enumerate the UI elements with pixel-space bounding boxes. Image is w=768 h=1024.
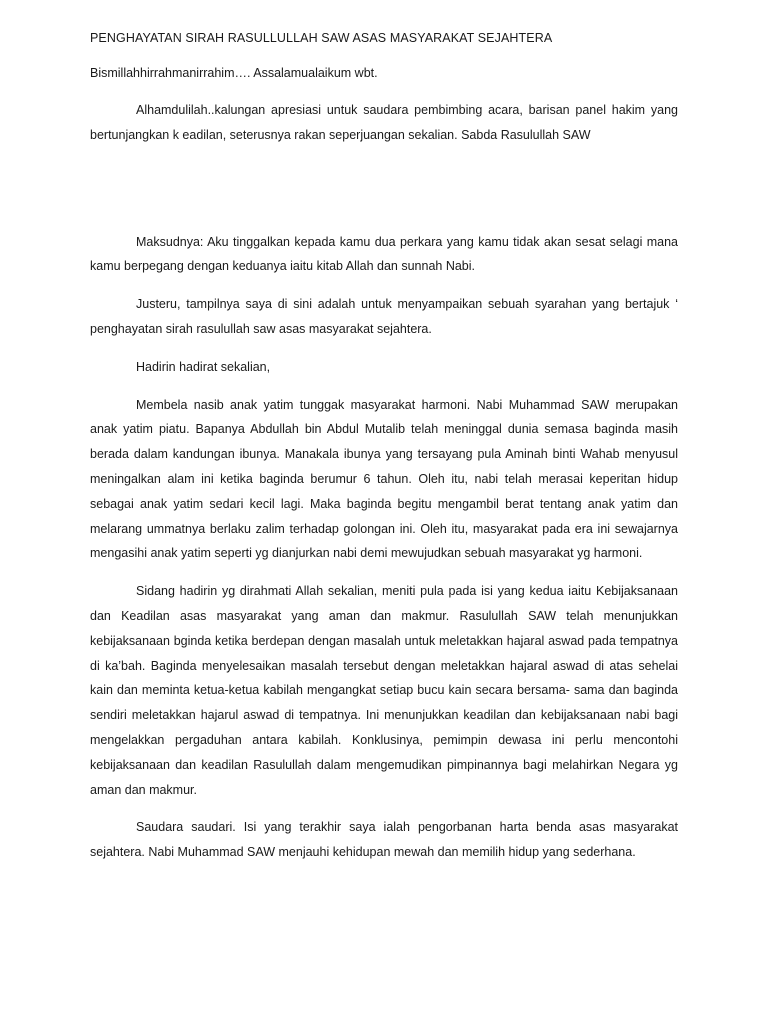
paragraph-orphans: Membela nasib anak yatim tunggak masyarakat harmoni. Nabi Muhammad SAW merupakan anak yatim piatu. Bapanya Abdullah bin Abdul Mutalib telah meninggal dunia semasa baginda masih berada dalam kandungan ibunya. Manakala ibunya yang tersayang pula Aminah binti Wahab menyusul meningalkan alam ini ketika baginda berumur 6 tahun. Oleh itu, nabi telah merasai keperitan hidup sebagai anak yatim sedari kecil lagi. Maka baginda begitu mengambil berat tentang anak yatim dan melarang ummatnya berlaku zalim terhadap golongan ini. Oleh itu, masyarakat pada era ini sewajarnya mengasihi anak yatim seperti yg dianjurkan nabi demi mewujudkan sebuah masyarakat yg harmoni. xyxy=(90,397,678,561)
paragraph-sacrifice: Saudara saudari. Isi yang terakhir saya ialah pengorbanan harta benda asas masyarakat sejahtera. Nabi Muhammad SAW menjauhi kehidupan mewah dan memilih hidup yang sederhana. xyxy=(90,820,678,860)
document-body xyxy=(90,26,678,865)
paragraph-intro: Alhamdulilah..kalungan apresiasi untuk saudara pembimbing acara, barisan panel hakim yang bertunjangkan k eadilan, seterusnya rakan seperjuangan sekalian. Sabda Rasulullah SAW xyxy=(90,103,678,142)
paragraph-speech-topic: Justeru, tampilnya saya di sini adalah untuk menyampaikan sebuah syarahan yang bertajuk ‘ penghayatan sirah rasulullah saw asas masyarakat sejahtera. xyxy=(90,297,678,336)
document-title: PENGHAYATAN SIRAH RASULLULLAH SAW ASAS MASYARAKAT SEJAHTERA xyxy=(90,31,553,45)
opening-greeting: Bismillahhirrahmanirrahim…. Assalamualaikum wbt. xyxy=(90,66,378,80)
paragraph-hadith-meaning: Maksudnya: Aku tinggalkan kepada kamu dua perkara yang kamu tidak akan sesat selagi mana kamu berpegang dengan keduanya iaitu kitab Allah dan sunnah Nabi. xyxy=(90,234,678,274)
paragraph-wisdom-justice: Sidang hadirin yg dirahmati Allah sekalian, meniti pula pada isi yang kedua iaitu Kebijaksanaan dan Keadilan asas masyarakat yang aman dan makmur. Rasulullah SAW telah menunjukkan kebijaksanaan bginda ketika berdepan dengan masalah untuk meletakkan hajaral aswad pada tempatnya di ka’bah. Baginda menyelesaikan masalah tersebut dengan meletakkan hajaral aswad di atas sehelai kain dan meminta ketua-ketua kabilah mengangkat setiap bucu kain secara bersama- sama dan baginda sendiri meletakkan hajarul aswad di tempatnya. Ini menunjukkan keadilan dan kebijaksanaan nabi bagi mengelakkan pergaduhan antara kabilah. Konklusinya, pemimpin dewasa ini perlu mencontohi kebijaksanaan dan keadilan Rasulullah dalam mengemudikan pimpinannya bagi melahirkan Negara yg aman dan makmur. xyxy=(90,584,678,797)
paragraph-greeting: Hadirin hadirat sekalian, xyxy=(136,359,271,374)
